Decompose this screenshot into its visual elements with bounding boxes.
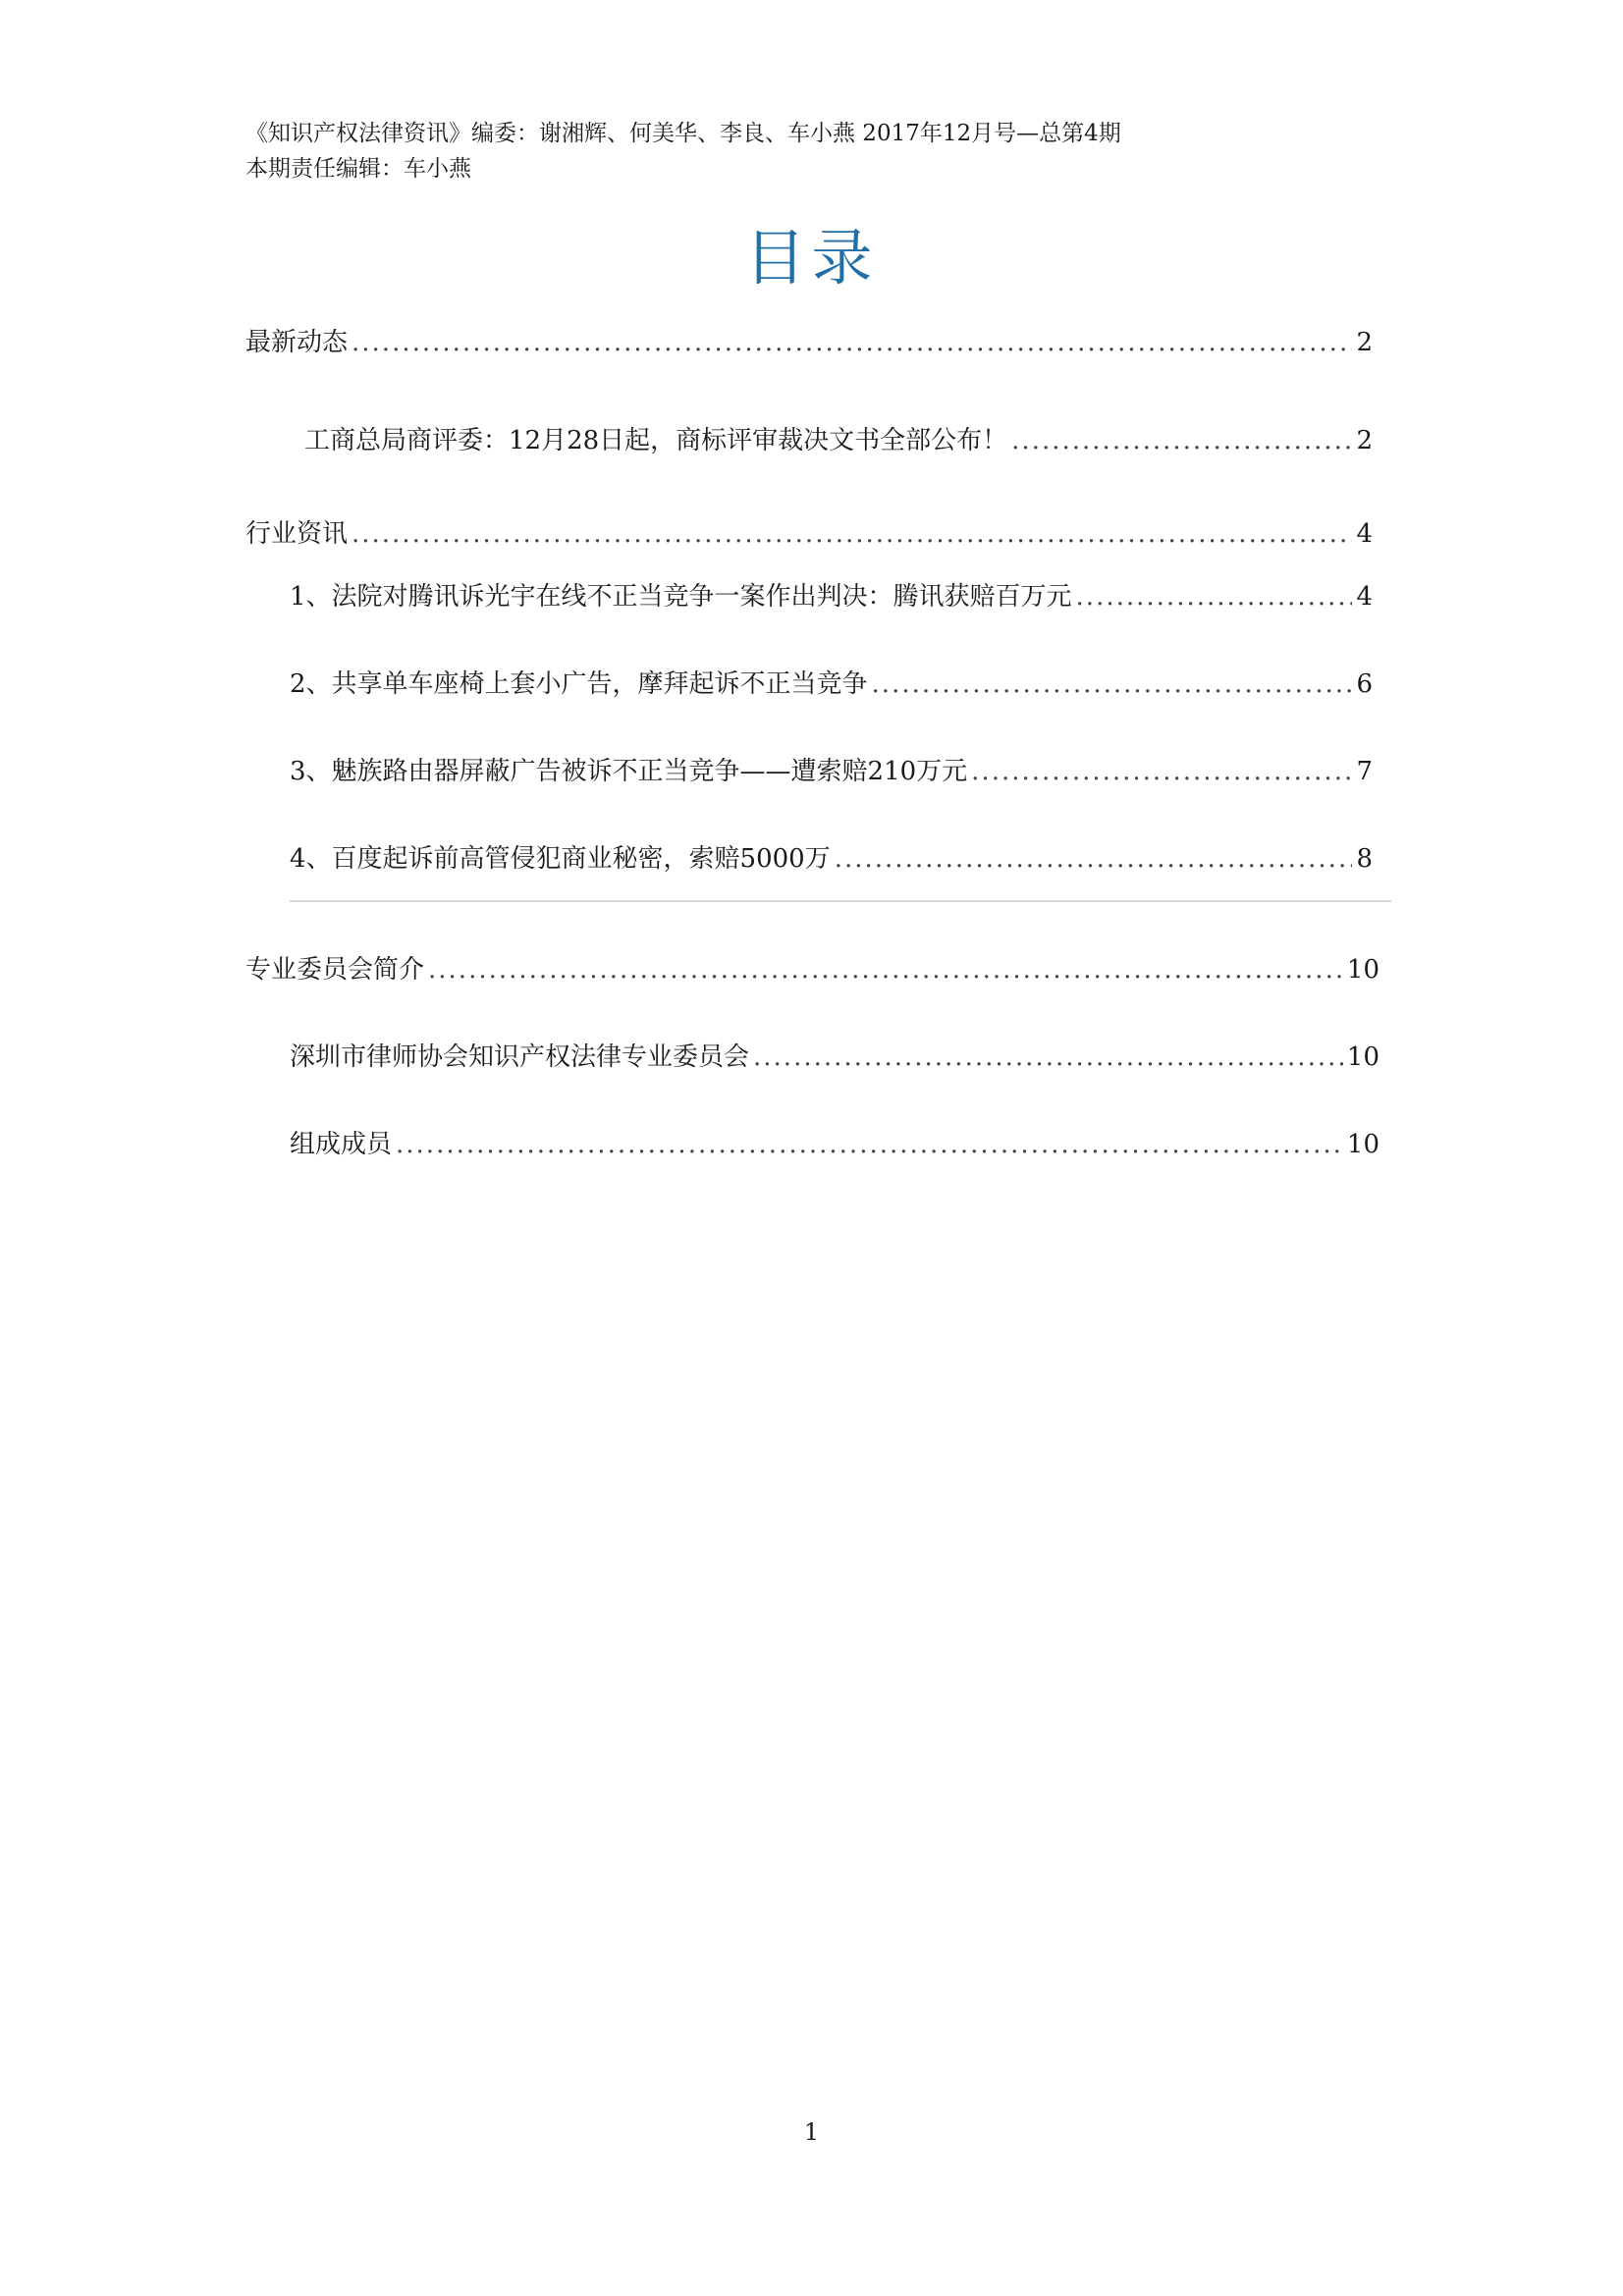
toc-entry-label: 4、百度起诉前高管侵犯商业秘密，索赔5000万 xyxy=(290,844,831,874)
toc-entry-page: 7 xyxy=(1356,757,1373,786)
toc-entry-page: 2 xyxy=(1356,328,1373,357)
toc-entry-page: 10 xyxy=(1346,1130,1380,1159)
header-editor-line: 本期责任编辑：车小燕 xyxy=(245,156,471,182)
toc-entry-label: 1、法院对腾讯诉光宇在线不正当竞争一案作出判决：腾讯获赔百万元 xyxy=(290,582,1072,612)
toc-entry-tencent-case[interactable] xyxy=(290,580,1373,614)
header-editorial-line: 《知识产权法律资讯》编委：谢湘辉、何美华、李良、车小燕 2017年12月号—总第4期 xyxy=(245,121,1121,146)
toc-leader-dots xyxy=(352,326,1352,359)
toc-leader-dots xyxy=(835,842,1353,876)
toc-entry-label: 专业委员会简介 xyxy=(245,955,425,985)
toc-entry-label: 深圳市律师协会知识产权法律专业委员会 xyxy=(290,1042,750,1072)
toc-leader-dots xyxy=(428,953,1343,987)
page-number: 1 xyxy=(803,2118,820,2146)
toc-entry-meizu-case[interactable] xyxy=(290,755,1373,788)
toc-entry-shenzhen-committee[interactable] xyxy=(290,1041,1380,1074)
toc-title: 目录 xyxy=(744,222,879,294)
toc-entry-label: 组成成员 xyxy=(290,1130,393,1159)
toc-entry-label: 3、魅族路由器屏蔽广告被诉不正当竞争——遭索赔210万元 xyxy=(290,757,968,786)
toc-leader-dots xyxy=(753,1041,1343,1074)
toc-entry-page: 10 xyxy=(1346,955,1380,985)
toc-entry-committee-intro[interactable] xyxy=(245,953,1380,987)
toc-entry-label: 最新动态 xyxy=(245,328,349,357)
toc-leader-dots xyxy=(352,517,1352,551)
toc-entry-trademark-review[interactable] xyxy=(304,424,1373,457)
toc-entry-page: 4 xyxy=(1356,582,1373,612)
toc-entry-baidu-case[interactable] xyxy=(290,842,1373,876)
toc-entry-page: 2 xyxy=(1356,426,1373,455)
toc-entry-mobike-case[interactable] xyxy=(290,667,1373,701)
section-divider xyxy=(290,900,1391,902)
toc-entry-page: 8 xyxy=(1356,844,1373,874)
toc-entry-industry-news[interactable] xyxy=(245,517,1373,551)
toc-leader-dots xyxy=(396,1128,1343,1161)
toc-leader-dots xyxy=(971,755,1352,788)
toc-entry-label: 2、共享单车座椅上套小广告，摩拜起诉不正当竞争 xyxy=(290,669,868,699)
toc-leader-dots xyxy=(1076,580,1353,614)
toc-entry-label: 行业资讯 xyxy=(245,519,349,549)
toc-entry-members[interactable] xyxy=(290,1128,1380,1161)
toc-entry-latest-news[interactable] xyxy=(245,326,1373,359)
toc-entry-page: 10 xyxy=(1346,1042,1380,1072)
toc-entry-page: 4 xyxy=(1356,519,1373,549)
toc-leader-dots xyxy=(872,667,1353,701)
toc-entry-label: 工商总局商评委：12月28日起，商标评审裁决文书全部公布！ xyxy=(304,426,1008,455)
toc-leader-dots xyxy=(1011,424,1352,457)
toc-entry-page: 6 xyxy=(1356,669,1373,699)
document-header xyxy=(245,116,1121,187)
